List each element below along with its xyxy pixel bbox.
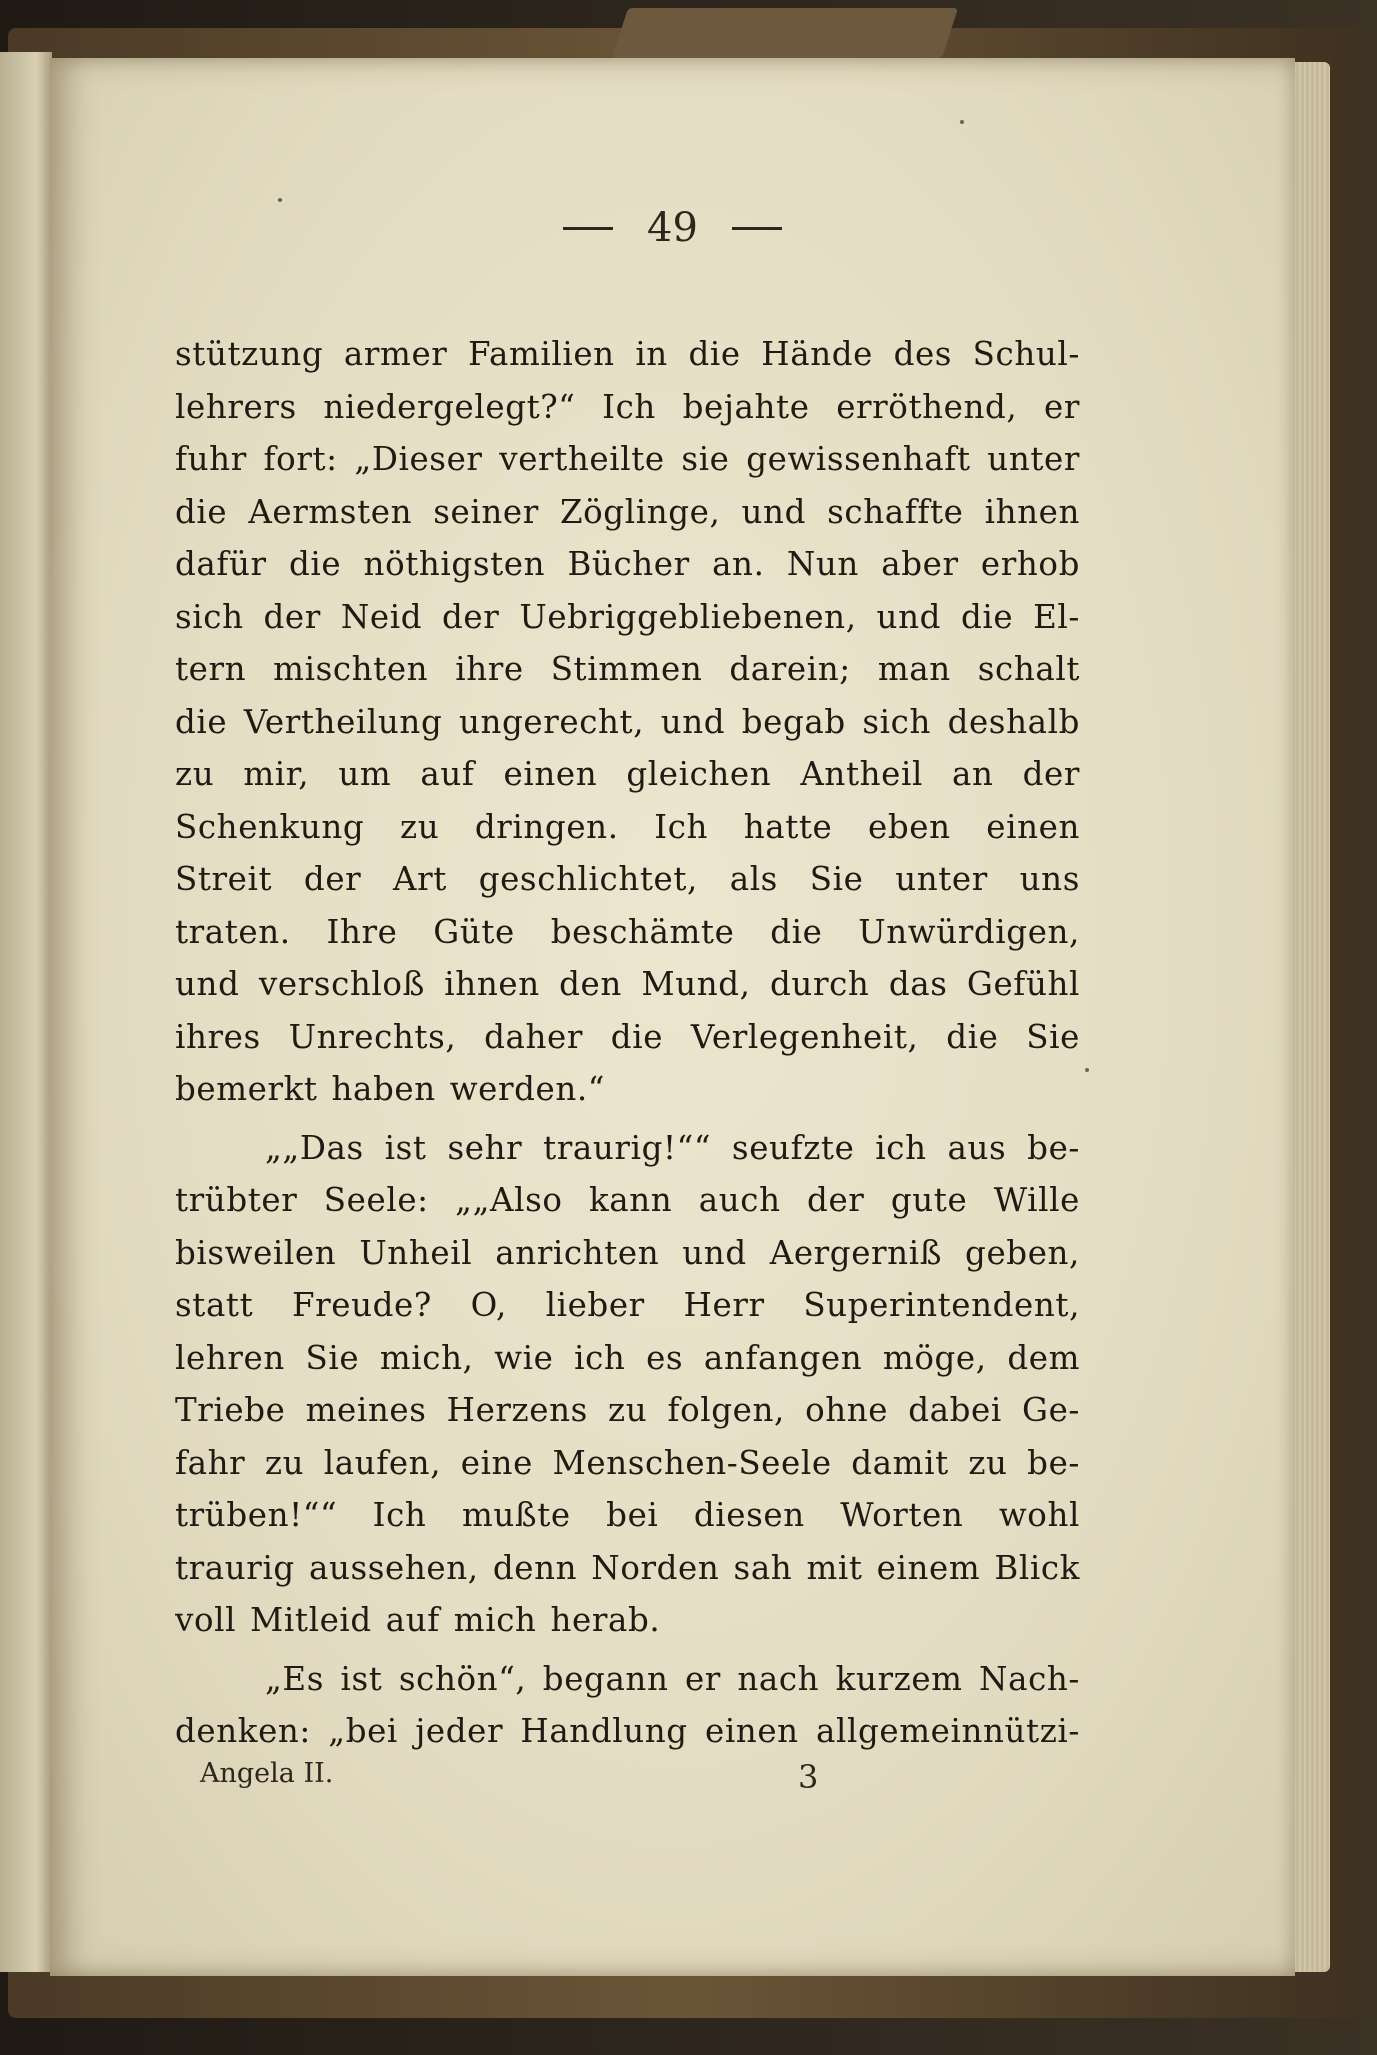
page-block-edge (1290, 62, 1330, 1972)
header-dash-right (732, 227, 782, 230)
text-line: stützung armer Familien in die Hände des Schul- (175, 335, 1080, 373)
body-text (175, 328, 1080, 1758)
text-line: die Aermsten seiner Zöglinge, und schaffte ihnen (175, 492, 1080, 531)
text-line: denken: „bei jeder Handlung einen allgemeinnützi- (175, 1712, 1080, 1750)
header-dash-left (563, 227, 613, 230)
book-binding-tab (612, 8, 958, 58)
text-line: statt Freude? O, lieber Herr Superintendent, (175, 1286, 1080, 1324)
text-line: traten. Ihre Güte beschämte die Unwürdigen, (175, 912, 1080, 951)
text-line: tern mischten ihre Stimmen darein; man schalt (175, 650, 1080, 688)
signature-mark: Angela II. (200, 1758, 334, 1789)
page-footer (200, 1758, 980, 1808)
text-line: bisweilen Unheil anrichten und Aergerniß geben, (175, 1233, 1080, 1272)
text-line: lehrers niedergelegt?“ Ich bejahte erröthend, er (175, 387, 1080, 426)
text-line: „„Das ist sehr traurig!““ seufzte ich aus be- (265, 1128, 1080, 1167)
text-line: dafür die nöthigsten Bücher an. Nun aber erhob (175, 545, 1080, 583)
text-line: lehren Sie mich, wie ich es anfangen möge, dem (175, 1338, 1080, 1377)
text-line: ihres Unrechts, daher die Verlegenheit, die Sie (175, 1017, 1080, 1056)
text-line: Schenkung zu dringen. Ich hatte eben einen (175, 807, 1080, 846)
text-line: „Es ist schön“, begann er nach kurzem Nach- (265, 1659, 1080, 1698)
page-number: 49 (647, 205, 698, 251)
text-line: trübter Seele: „„Also kann auch der gute Wille (175, 1181, 1080, 1219)
facing-page-edge (0, 52, 52, 1972)
text-line: voll Mitleid auf mich herab. (175, 1601, 661, 1639)
text-line: trüben!““ Ich mußte bei diesen Worten wohl (175, 1496, 1080, 1534)
text-line: fuhr fort: „Dieser vertheilte sie gewissenhaft unter (175, 440, 1080, 478)
signature-number: 3 (798, 1758, 819, 1796)
text-line: zu mir, um auf einen gleichen Antheil an der (175, 755, 1080, 793)
text-line: Streit der Art geschlichtet, als Sie unter uns (175, 860, 1080, 898)
text-line: die Vertheilung ungerecht, und begab sich deshalb (175, 702, 1080, 741)
text-line: und verschloß ihnen den Mund, durch das Gefühl (175, 965, 1080, 1003)
text-line: sich der Neid der Uebriggebliebenen, und die El- (175, 597, 1080, 636)
text-line: bemerkt haben werden.“ (175, 1070, 606, 1108)
text-line: Triebe meines Herzens zu folgen, ohne dabei Ge- (175, 1391, 1080, 1429)
book-page (50, 58, 1295, 1976)
page-header (50, 198, 1295, 258)
paper-speck (960, 120, 964, 124)
text-line: traurig aussehen, denn Norden sah mit einem Blick (175, 1548, 1080, 1587)
paper-speck (278, 198, 282, 202)
paper-speck (1085, 1068, 1089, 1072)
text-line: fahr zu laufen, eine Menschen-Seele damit zu be- (175, 1443, 1080, 1482)
